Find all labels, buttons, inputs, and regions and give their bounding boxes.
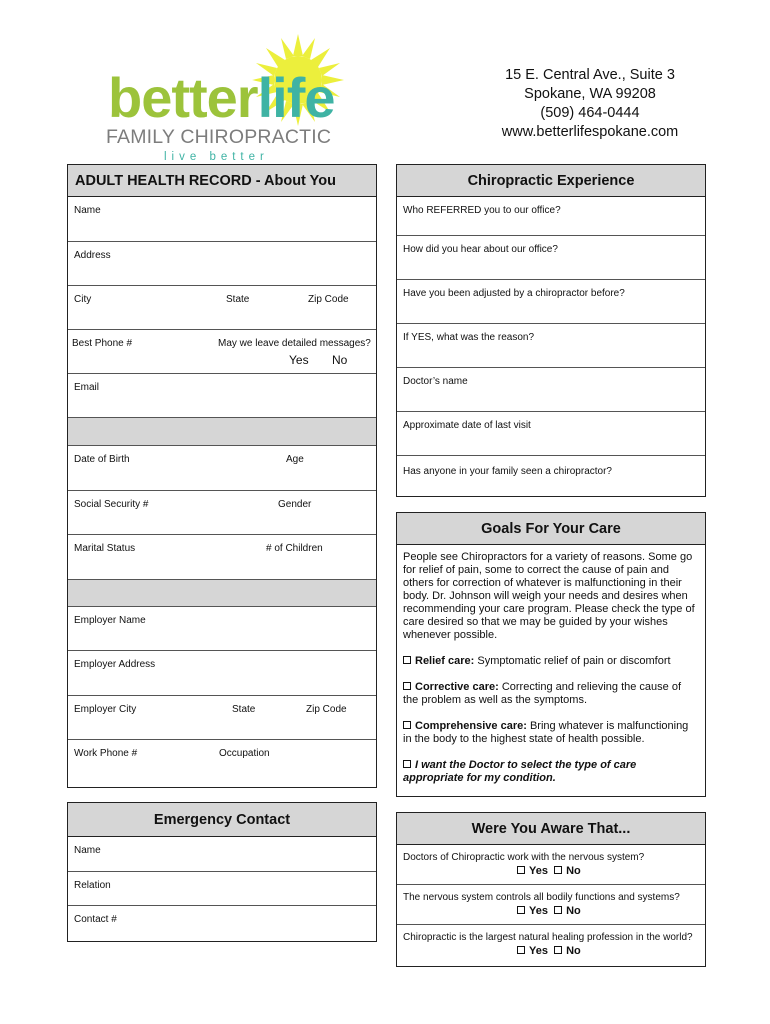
name-label: Name	[74, 205, 101, 216]
aware-q3-answers	[517, 945, 581, 957]
address-label: Address	[74, 250, 111, 261]
comprehensive-care-option[interactable]	[397, 720, 705, 746]
referred-field[interactable]	[397, 197, 705, 236]
corrective-care-option[interactable]	[397, 681, 705, 707]
aware-q2-text: The nervous system controls all bodily functions and systems?	[403, 892, 680, 903]
logo-wordmark	[108, 66, 335, 129]
dob-age-field[interactable]	[68, 446, 376, 491]
adjusted-label: Have you been adjusted by a chiropractor before?	[403, 288, 625, 299]
messages-no[interactable]: No	[332, 353, 348, 367]
phone-field[interactable]	[68, 330, 376, 374]
address-phone: (509) 464-0444	[540, 105, 640, 121]
email-field[interactable]	[68, 374, 376, 418]
name-field[interactable]	[68, 197, 376, 242]
address-field[interactable]	[68, 242, 376, 286]
last-visit-field[interactable]	[397, 412, 705, 456]
comprehensive-label: Comprehensive care:	[415, 720, 527, 732]
ssn-label: Social Security #	[74, 499, 149, 510]
about-you-title: ADULT HEALTH RECORD - About You	[68, 165, 376, 197]
logo-word-life: life	[257, 66, 335, 129]
aware-q2-yes: Yes	[529, 905, 548, 917]
messages-yes[interactable]: Yes	[289, 353, 309, 367]
doctor-field[interactable]	[397, 368, 705, 412]
aware-q1-no: No	[566, 865, 581, 877]
marital-children-field[interactable]	[68, 535, 376, 580]
aware-question-1	[397, 845, 705, 885]
relief-desc: Symptomatic relief of pain or discomfort	[474, 655, 671, 667]
employer-zip-label: Zip Code	[306, 704, 347, 715]
clinic-logo	[100, 30, 360, 163]
logo-word-better: better	[108, 66, 258, 129]
doctor-select-checkbox[interactable]	[403, 760, 411, 768]
work-phone-label: Work Phone #	[74, 748, 138, 759]
gender-label: Gender	[278, 499, 312, 510]
aware-q1-yes-checkbox[interactable]	[517, 866, 525, 874]
aware-q2-answers	[517, 905, 581, 917]
comprehensive-desc: Bring whatever is malfunctioning in the body to the highest state of health possible.	[403, 720, 689, 745]
clinic-address	[460, 66, 720, 142]
relief-care-option[interactable]	[397, 655, 705, 668]
corrective-desc: Correcting and relieving the cause of the problem as well as the symptoms.	[403, 681, 681, 706]
about-you-section	[67, 164, 377, 788]
aware-q1-yes: Yes	[529, 865, 548, 877]
logo-subtitle: FAMILY CHIROPRACTIC	[106, 126, 332, 148]
work-phone-field[interactable]	[68, 740, 376, 780]
zip-label: Zip Code	[308, 294, 349, 305]
age-label: Age	[286, 454, 304, 465]
marital-label: Marital Status	[74, 543, 136, 554]
aware-q2-no-checkbox[interactable]	[554, 906, 562, 914]
emergency-title: Emergency Contact	[68, 803, 376, 837]
aware-q2-no: No	[566, 905, 581, 917]
referred-label: Who REFERRED you to our office?	[403, 205, 561, 216]
goals-section	[396, 512, 706, 797]
employer-name-label: Employer Name	[74, 615, 146, 626]
emergency-name-label: Name	[74, 845, 101, 856]
employer-city-label: Employer City	[74, 704, 137, 715]
aware-q1-text: Doctors of Chiropractic work with the nervous system?	[403, 852, 645, 863]
aware-question-2	[397, 885, 705, 925]
aware-title: Were You Aware That...	[397, 813, 705, 845]
ssn-gender-field[interactable]	[68, 491, 376, 535]
employer-city-field[interactable]	[68, 696, 376, 740]
experience-title: Chiropractic Experience	[397, 165, 705, 197]
corrective-checkbox[interactable]	[403, 682, 411, 690]
best-phone-label: Best Phone #	[72, 338, 133, 349]
goals-intro: People see Chiropractors for a variety of reasons. Some go for relief of pain, some to correct the cause of pain and others for correction of whatever is malfunctioning in their body. Dr. Johnson will weigh your needs and desires when recommending your care program. Please check the type of care desired so that we may be guided by your wishes whenever possible.	[403, 551, 695, 641]
email-label: Email	[74, 382, 100, 393]
aware-question-3	[397, 925, 705, 965]
aware-q3-yes: Yes	[529, 945, 548, 957]
employer-state-label: State	[232, 704, 256, 715]
reason-field[interactable]	[397, 324, 705, 368]
city-label: City	[74, 294, 92, 305]
emergency-relation-label: Relation	[74, 880, 111, 891]
address-line1: 15 E. Central Ave., Suite 3	[505, 67, 675, 83]
family-label: Has anyone in your family seen a chiropractor?	[403, 466, 612, 477]
doctor-select-label: I want the Doctor to select the type of care appropriate for my condition.	[403, 759, 637, 784]
shaded-divider-2	[68, 580, 376, 607]
corrective-label: Corrective care:	[415, 681, 499, 693]
aware-q1-answers	[517, 865, 581, 877]
last-visit-label: Approximate date of last visit	[403, 420, 531, 431]
aware-q3-no: No	[566, 945, 581, 957]
relief-checkbox[interactable]	[403, 656, 411, 664]
heard-label: How did you hear about our office?	[403, 244, 558, 255]
aware-q1-no-checkbox[interactable]	[554, 866, 562, 874]
reason-label: If YES, what was the reason?	[403, 332, 535, 343]
relief-label: Relief care:	[415, 655, 475, 667]
aware-q3-text: Chiropractic is the largest natural healing profession in the world?	[403, 932, 693, 943]
emergency-name-field[interactable]	[68, 837, 376, 872]
emergency-contact-label: Contact #	[74, 914, 117, 925]
logo-tagline: live better	[164, 151, 269, 163]
employer-address-label: Employer Address	[74, 659, 156, 670]
messages-label: May we leave detailed messages?	[218, 338, 371, 349]
family-field[interactable]	[397, 456, 705, 496]
employer-name-field[interactable]	[68, 607, 376, 651]
city-state-zip-field[interactable]	[68, 286, 376, 330]
emergency-contact-field[interactable]	[68, 906, 376, 941]
doctor-select-option[interactable]	[397, 759, 705, 785]
occupation-label: Occupation	[219, 748, 270, 759]
chiropractic-experience-section	[396, 164, 706, 497]
address-web: www.betterlifespokane.com	[501, 124, 679, 140]
shaded-divider	[68, 418, 376, 446]
doctor-label: Doctor’s name	[403, 376, 468, 387]
comprehensive-checkbox[interactable]	[403, 721, 411, 729]
aware-q3-yes-checkbox[interactable]	[517, 946, 525, 954]
goals-title: Goals For Your Care	[397, 513, 705, 545]
emergency-contact-section	[67, 802, 377, 942]
children-label: # of Children	[266, 543, 323, 554]
state-label: State	[226, 294, 250, 305]
address-line2: Spokane, WA 99208	[524, 86, 656, 102]
aware-section	[396, 812, 706, 967]
aware-q2-yes-checkbox[interactable]	[517, 906, 525, 914]
heard-field[interactable]	[397, 236, 705, 280]
dob-label: Date of Birth	[74, 454, 130, 465]
emergency-relation-field[interactable]	[68, 872, 376, 906]
employer-address-field[interactable]	[68, 651, 376, 696]
aware-q3-no-checkbox[interactable]	[554, 946, 562, 954]
adjusted-field[interactable]	[397, 280, 705, 324]
